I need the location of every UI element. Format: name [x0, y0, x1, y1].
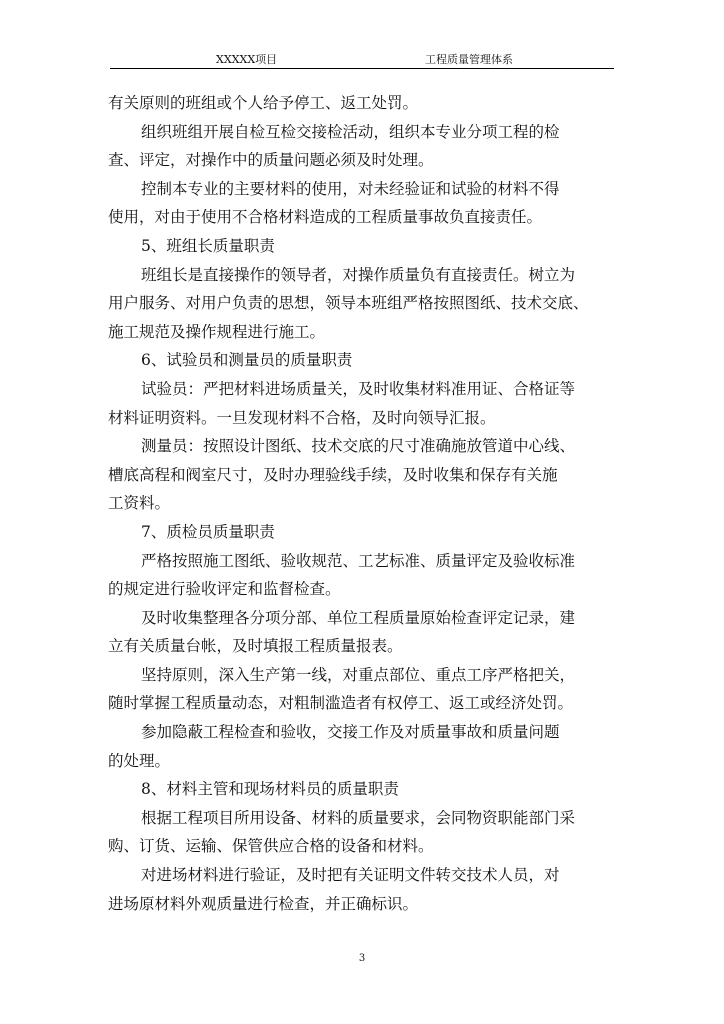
header-project-name: XXXXX项目	[216, 53, 278, 66]
text-line: 的处理。	[108, 751, 171, 770]
text-line: 随时掌握工程质量动态，对粗制滥造者有权停工、返工或经济处罚。	[108, 694, 574, 713]
text-line: 组织班组开展自检互检交接检活动，组织本专业分项工程的检	[141, 122, 560, 141]
text-line: 严格按照施工图纸、验收规范、工艺标准、质量评定及验收标准	[141, 551, 576, 570]
page-header	[110, 50, 614, 69]
text-line: 控制本专业的主要材料的使用，对未经验证和试验的材料不得	[141, 179, 560, 198]
text-line: 8、材料主管和现场材料员的质量职责	[141, 780, 399, 799]
text-line: 立有关质量台帐，及时填报工程质量报表。	[108, 637, 403, 656]
text-line: 对进场材料进行验证，及时把有关证明文件转交技术人员，对	[141, 866, 560, 885]
text-line: 购、订货、运输、保管供应合格的设备和材料。	[108, 837, 434, 856]
text-line: 试验员：严把材料进场质量关，及时收集材料准用证、合格证等	[141, 379, 576, 398]
text-line: 6、试验员和测量员的质量职责	[141, 351, 353, 370]
page-number: 3	[358, 953, 366, 964]
header-document-title: 工程质量管理体系	[425, 53, 513, 66]
text-line: 材料证明资料。一旦发现材料不合格，及时向领导汇报。	[108, 408, 496, 427]
text-line: 根据工程项目所用设备、材料的质量要求，会同物资职能部门采	[141, 808, 576, 827]
text-line: 坚持原则，深入生产第一线，对重点部位、重点工序严格把关，	[141, 665, 576, 684]
text-line: 用户服务、对用户负责的思想，领导本班组严格按照图纸、技术交底、	[108, 294, 589, 313]
text-line: 有关原则的班组或个人给予停工、返工处罚。	[108, 94, 419, 112]
text-line: 7、质检员质量职责	[141, 522, 275, 541]
text-line: 施工规范及操作规程进行施工。	[108, 322, 326, 341]
text-line: 使用，对由于使用不合格材料造成的工程质量事故负直接责任。	[108, 208, 543, 227]
text-line: 参加隐蔽工程检查和验收，交接工作及对质量事故和质量问题	[141, 723, 560, 742]
text-line: 查、评定，对操作中的质量问题必须及时处理。	[108, 151, 434, 170]
text-line: 的规定进行验收评定和监督检查。	[108, 580, 341, 599]
text-line: 测量员：按照设计图纸、技术交底的尺寸准确施放管道中心线、	[141, 437, 576, 456]
text-line: 槽底高程和阀室尺寸，及时办理验线手续，及时收集和保存有关施	[108, 465, 558, 484]
text-line: 工资料。	[108, 494, 171, 513]
document-body	[108, 89, 628, 918]
text-line: 及时收集整理各分项分部、单位工程质量原始检查评定记录，建	[141, 608, 576, 627]
text-line: 5、班组长质量职责	[141, 236, 275, 255]
text-line: 班组长是直接操作的领导者，对操作质量负有直接责任。树立为	[141, 265, 576, 284]
text-line: 进场原材料外观质量进行检查，并正确标识。	[108, 894, 419, 913]
